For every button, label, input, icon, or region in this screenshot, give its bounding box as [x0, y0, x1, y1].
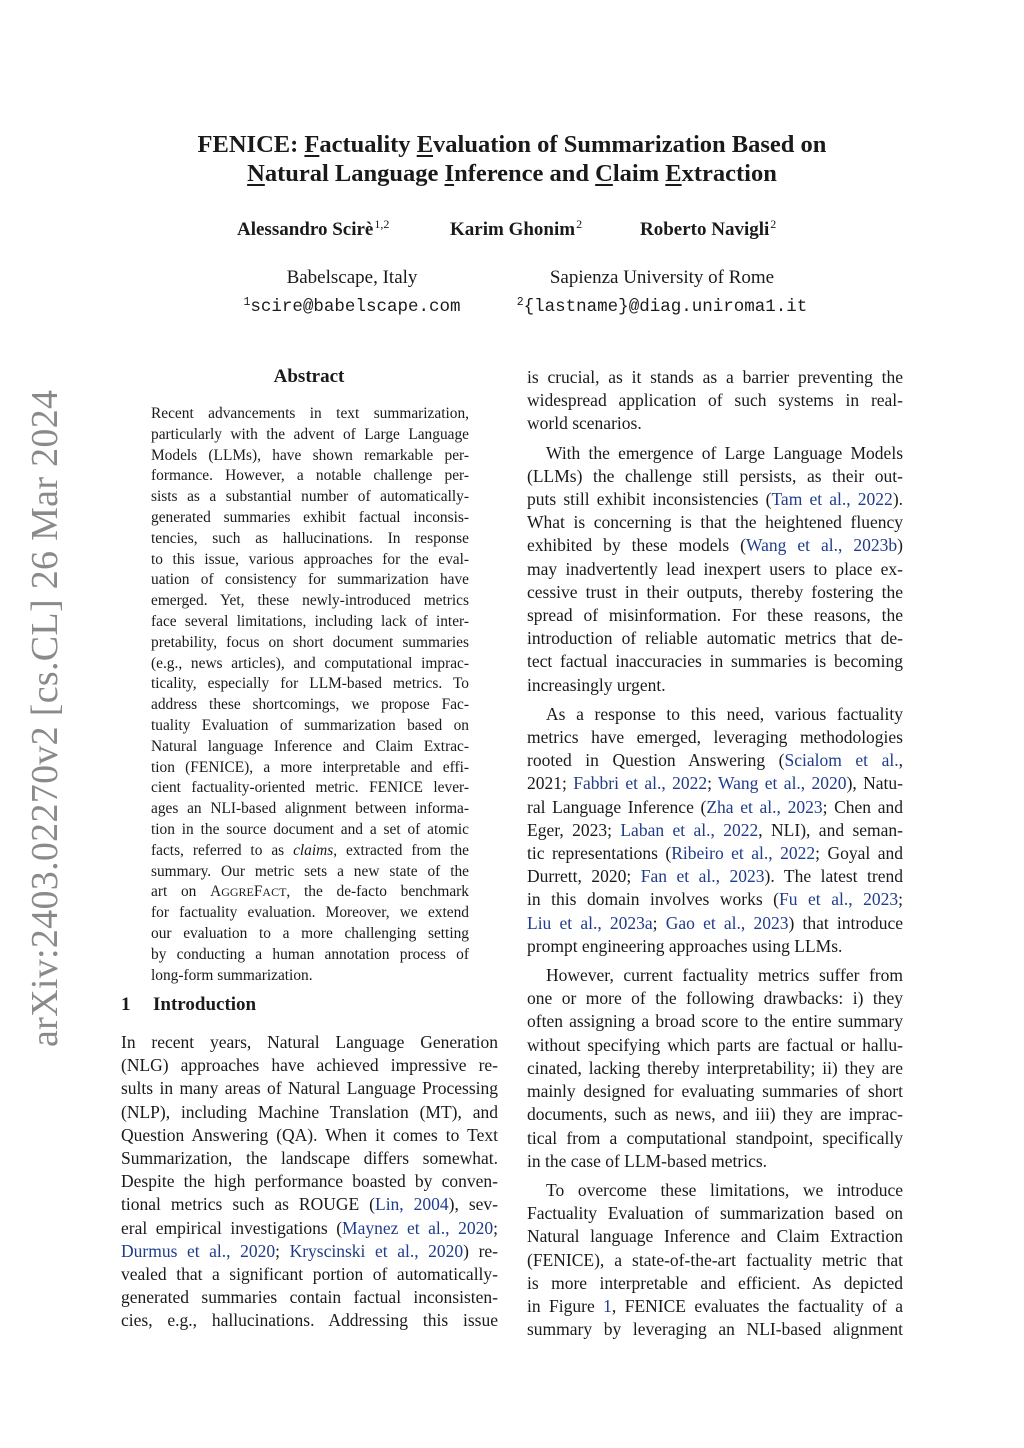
text-line: documents, such as news, and iii) they are imprac- [527, 1104, 903, 1125]
text-line: Models (LLMs), have shown remarkable per- [151, 446, 469, 464]
affiliation-org: Sapienza University of Rome [549, 267, 775, 288]
text-line: increasingly urgent. [527, 674, 666, 695]
affiliation-sapienza [482, 265, 842, 320]
affiliation-email: $^1$scire@babelscape.com [243, 296, 461, 317]
text-line: by conducting a human annotation process of [151, 945, 469, 963]
paragraph [527, 1179, 903, 1341]
text-line: ral Language Inference (Zha et al., 2023; Chen and [527, 796, 903, 817]
text-line: (e.g., news articles), and computational imprac- [151, 654, 469, 672]
text-line: cessive trust in their outputs, thereby fostering the [527, 581, 903, 602]
text-line: introduction of reliable automatic metrics that de- [527, 628, 903, 649]
text-line: in Figure 1, FENICE evaluates the factuality of a [527, 1295, 903, 1316]
text-line: address these shortcomings, we propose Fac- [151, 696, 469, 714]
text-line: one or more of the following drawbacks: i) they [527, 988, 903, 1009]
text-line: tical from a computational standpoint, specifically [527, 1127, 903, 1148]
text-line: generated summaries exhibit factual inconsis- [151, 508, 469, 526]
text-line: What is concerning is that the heightened fluency [527, 512, 903, 533]
text-line: With the emergence of Large Language Models [546, 442, 903, 463]
text-line: in this domain involves works (Fu et al., 2023; [527, 889, 903, 910]
text-line: may inadvertently lead inexpert users to place ex- [527, 558, 903, 579]
affiliation-email: $^2${lastname}@diag.uniroma1.it [516, 296, 808, 317]
abstract-body [151, 404, 469, 986]
author-scire: Alessandro Scirè$^{1,2}$ [237, 217, 390, 240]
text-line: Durrett, 2020; Fan et al., 2023). The latest trend [527, 866, 903, 887]
text-line: Durmus et al., 2020; Kryscinski et al., 2020) re- [121, 1240, 498, 1261]
text-line: tuality Evaluation of summarization based on [151, 716, 469, 734]
text-line: Recent advancements in text summarization, [151, 405, 469, 422]
text-line: ages an NLI-based alignment between informa- [151, 800, 469, 818]
text-line: (FENICE), a state-of-the-art factuality metric that [527, 1249, 903, 1270]
title-line-2: Natural Language Inference and Claim Extraction [247, 160, 777, 187]
text-line: is crucial, as it stands as a barrier preventing the [527, 367, 903, 387]
text-line: tect factual inaccuracies in summaries is becoming [527, 651, 903, 672]
text-line: tion (FENICE), a more interpretable and effi- [151, 758, 469, 776]
text-line: puts still exhibit inconsistencies (Tam et al., 2022). [527, 489, 904, 510]
text-line: uation of consistency for summarization have [151, 571, 469, 589]
paragraph [527, 703, 903, 958]
text-line: 2021; Fabbri et al., 2022; Wang et al., 2020), Natu- [527, 773, 903, 794]
text-line: Question Answering (QA). When it comes to Text [121, 1124, 498, 1145]
arxiv-stamp: arXiv:2403.02270v2 [cs.CL] 26 Mar 2024 [24, 389, 66, 1047]
text-line: prompt engineering approaches using LLMs. [527, 935, 843, 956]
text-line: to this issue, various approaches for the eval- [151, 550, 469, 568]
text-line: However, current factuality metrics suffer from [546, 965, 903, 986]
text-line: cies, e.g., hallucinations. Addressing this issue [121, 1310, 498, 1331]
text-line: face several limitations, including lack of inter- [151, 612, 469, 630]
text-line: As a response to this need, various factuality [546, 703, 903, 724]
text-line: tic representations (Ribeiro et al., 2022; Goyal and [527, 843, 903, 864]
text-line: Liu et al., 2023a; Gao et al., 2023) that introduce [527, 912, 904, 933]
text-line: world scenarios. [527, 413, 642, 434]
paragraph [527, 366, 903, 436]
text-line: In recent years, Natural Language Generation [121, 1032, 498, 1052]
intro-left-column [121, 1031, 498, 1333]
text-line: (NLG) approaches have achieved impressive re- [121, 1055, 498, 1076]
text-line: often assigning a broad score to the entire summary [527, 1011, 903, 1032]
text-line: Despite the high performance boasted by conven- [121, 1171, 498, 1192]
abstract-heading: Abstract [273, 366, 345, 387]
text-line: summary. Our metric sets a new state of the [151, 862, 469, 880]
text-line: metrics have emerged, leveraging methodologies [527, 727, 903, 748]
text-line: exhibited by these models (Wang et al., 2023b) [527, 535, 903, 556]
text-line: To overcome these limitations, we introduce [546, 1179, 903, 1200]
text-line: art on AGGREFACT, the de-facto benchmark [151, 883, 469, 901]
text-line: Factuality Evaluation of summarization based on [527, 1203, 903, 1224]
paragraph [527, 964, 903, 1173]
text-line: in the case of LLM-based metrics. [527, 1150, 768, 1171]
text-line: emerged. Yet, these newly-introduced metrics [151, 592, 469, 610]
text-line: is more interpretable and efficient. As depicted [527, 1272, 903, 1293]
text-line: spread of misinformation. For these reasons, the [527, 605, 903, 626]
paragraph [527, 442, 903, 697]
affiliation-babelscape [172, 265, 532, 320]
paper-title [150, 130, 874, 188]
text-line: formance. However, a notable challenge per- [151, 467, 469, 485]
text-line: cient factuality-oriented metric. FENICE lever- [151, 779, 469, 797]
text-line: ticality, especially for LLM-based metrics. To [151, 675, 469, 693]
text-line: eral empirical investigations (Maynez et al., 2020; [121, 1217, 498, 1238]
section-heading-introduction: 1 Introduction [121, 994, 257, 1015]
text-line: Natural language Inference and Claim Extraction [527, 1226, 903, 1247]
text-line: Natural language Inference and Claim Extrac- [151, 737, 469, 755]
text-line: widespread application of such systems in real- [527, 390, 903, 411]
text-line: pretability, focus on short document summaries [151, 633, 469, 651]
text-line: for factuality evaluation. Moreover, we extend [151, 904, 469, 922]
text-line: rooted in Question Answering (Scialom et al., [527, 750, 903, 771]
text-line: tional metrics such as ROUGE (Lin, 2004), sev- [121, 1194, 498, 1215]
text-line: facts, referred to as claims, extracted from the [151, 841, 469, 859]
author-navigli: Roberto Navigli$^2$ [640, 217, 777, 240]
text-line: mainly designed for evaluating summaries of short [527, 1081, 903, 1102]
text-line: long-form summarization. [151, 966, 313, 984]
text-line: Eger, 2023; Laban et al., 2022, NLI), and seman- [527, 819, 903, 840]
text-line: generated summaries contain factual inconsisten- [121, 1287, 498, 1308]
text-line: (LLMs) the challenge still persists, as their out- [527, 465, 903, 486]
text-line: our evaluation to a more challenging setting [151, 924, 469, 942]
text-line: without specifying which parts are factual or hallu- [527, 1034, 903, 1055]
text-line: vealed that a significant portion of automatically- [121, 1264, 498, 1285]
text-line: cinated, lacking thereby interpretability; ii) they are [527, 1057, 903, 1078]
text-line: sults in many areas of Natural Language Processing [121, 1078, 498, 1099]
text-line: sists as a substantial number of automatically- [151, 488, 469, 506]
text-line: particularly with the advent of Large Language [151, 425, 469, 443]
text-line: (NLP), including Machine Translation (MT), and [121, 1101, 498, 1122]
text-line: Summarization, the landscape differs somewhat. [121, 1148, 498, 1169]
text-line: tencies, such as hallucinations. In response [151, 529, 469, 547]
affiliation-org: Babelscape, Italy [286, 267, 418, 288]
intro-right-column [527, 366, 903, 1341]
author-ghonim: Karim Ghonim$^2$ [450, 217, 583, 240]
title-line-1: FENICE: Factuality Evaluation of Summarization Based on [197, 131, 827, 158]
text-line: tion in the source document and a set of atomic [151, 820, 469, 838]
text-line: summary by leveraging an NLI-based alignment [527, 1319, 903, 1340]
